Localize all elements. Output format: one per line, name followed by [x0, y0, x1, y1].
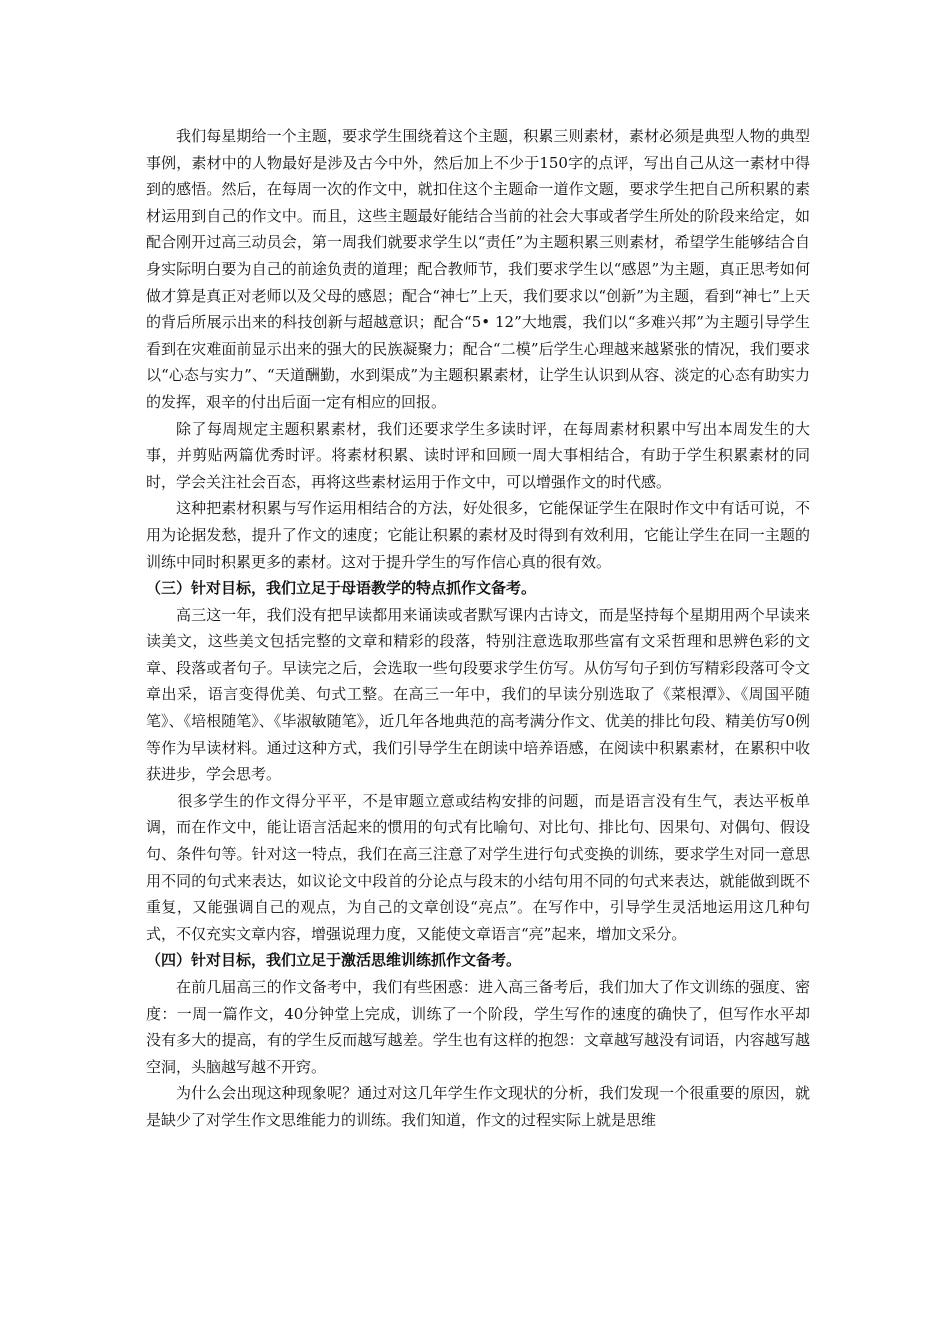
document-page	[146, 123, 810, 1134]
paragraph-thinking-analysis: 为什么会出现这种现象呢？通过对这几年学生作文现状的分析，我们发现一个很重要的原因，就是缺少了对学生作文思维能力的训练。我们知道，作文的过程实际上就是思维	[146, 1084, 810, 1129]
paragraph-current-affairs: 除了每周规定主题积累素材，我们还要求学生多读时评，在每周素材积累中写出本周发生的大事，并剪贴两篇优秀时评。将素材积累、读时评和回顾一周大事相结合，有助于学生积累素材的同时，学会关注社会百态，再将这些素材运用于作文中，可以增强作文的时代感。	[146, 419, 810, 491]
paragraph-previous-confusion: 在前几届高三的作文备考中，我们有些困惑：进入高三备考后，我们加大了作文训练的强度、密度：一周一篇作文，40分钟堂上完成，训练了一个阶段，学生写作的速度的确快了，但写作水平却没有多大的提高，有的学生反而越写越差。学生也有这样的抱怨：文章越写越没有词语，内容越写越空洞，头脑越写越不开窍。	[146, 978, 810, 1076]
paragraph-morning-reading: 高三这一年，我们没有把早读都用来诵读或者默写课内古诗文，而是坚持每个星期用两个早读来读美文，这些美文包括完整的文章和精彩的段落，特别注意选取那些富有文采哲理和思辨色彩的文章、段落或者句子。早读完之后，会选取一些句段要求学生仿写。从仿写句子到仿写精彩段落可令文章出采，语言变得优美、句式工整。在高三一年中，我们的早读分别选取了《菜根潭》、《周国平随笔》、《培根随笔》、《毕淑敏随笔》，近几年各地典范的高考满分作文、优美的排比句段、精美仿写0例等作为早读材料。通过这种方式，我们引导学生在朗读中培养语感，在阅读中积累素材，在累积中收获进步，学会思考。	[146, 605, 810, 784]
section-heading-three: （三）针对目标，我们立足于母语教学的特点抓作文备考。	[146, 579, 537, 598]
section-heading-four: （四）针对目标，我们立足于激活思维训练抓作文备考。	[146, 951, 522, 970]
paragraph-sentence-patterns: 很多学生的作文得分平平，不是审题立意或结构安排的问题，而是语言没有生气，表达平板单调，而在作文中，能让语言活起来的惯用的句式有比喻句、对比句、排比句、因果句、对偶句、假设句、条件句等。针对这一特点，我们在高三注意了对学生进行句式变换的训练，要求学生对同一意思用不同的句式来表达，如议论文中段首的分论点与段末的小结句用不同的句式来表达，就能做到既不重复，又能强调自己的观点，为自己的文章创设“亮点”。在写作中，引导学生灵活地运用这几种句式，不仅充实文章内容，增强说理力度，又能使文章语言“亮”起来，增加文采分。	[146, 791, 810, 943]
paragraph-theme-materials: 我们每星期给一个主题，要求学生围绕着这个主题，积累三则素材，素材必须是典型人物的典型事例，素材中的人物最好是涉及古今中外，然后加上不少于150字的点评，写出自己从这一素材中得到的感悟。然后，在每周一次的作文中，就扣住这个主题命一道作文题，要求学生把自己所积累的素材运用到自己的作文中。而且，这些主题最好能结合当前的社会大事或者学生所处的阶段来给定，如配合刚开过高三动员会，第一周我们就要求学生以“责任”为主题积累三则素材，希望学生能够结合自身实际明白要为自己的前途负责的道理；配合教师节，我们要求学生以“感恩”为主题，真正思考如何做才算是真正对老师以及父母的感恩；配合“神七”上天，我们要求以“创新”为主题，看到“神七”上天的背后所展示出来的科技创新与超越意识；配合“5• 12”大地震，我们以“多难兴邦”为主题引导学生看到在灾难面前显示出来的强大的民族凝聚力；配合“二模”后学生心理越来越紧张的情况，我们要求以“心态与实力”、“天道酬勤，水到渠成”为主题积累素材，让学生认识到从容、淡定的心态有助实力的发挥，艰辛的付出后面一定有相应的回报。	[146, 127, 810, 411]
paragraph-method-benefits: 这种把素材积累与写作运用相结合的方法，好处很多，它能保证学生在限时作文中有话可说，不用为论据发愁，提升了作文的速度；它能让积累的素材及时得到有效利用，它能让学生在同一主题的训练中同时积累更多的素材。这对于提升学生的写作信心真的很有效。	[146, 499, 810, 571]
